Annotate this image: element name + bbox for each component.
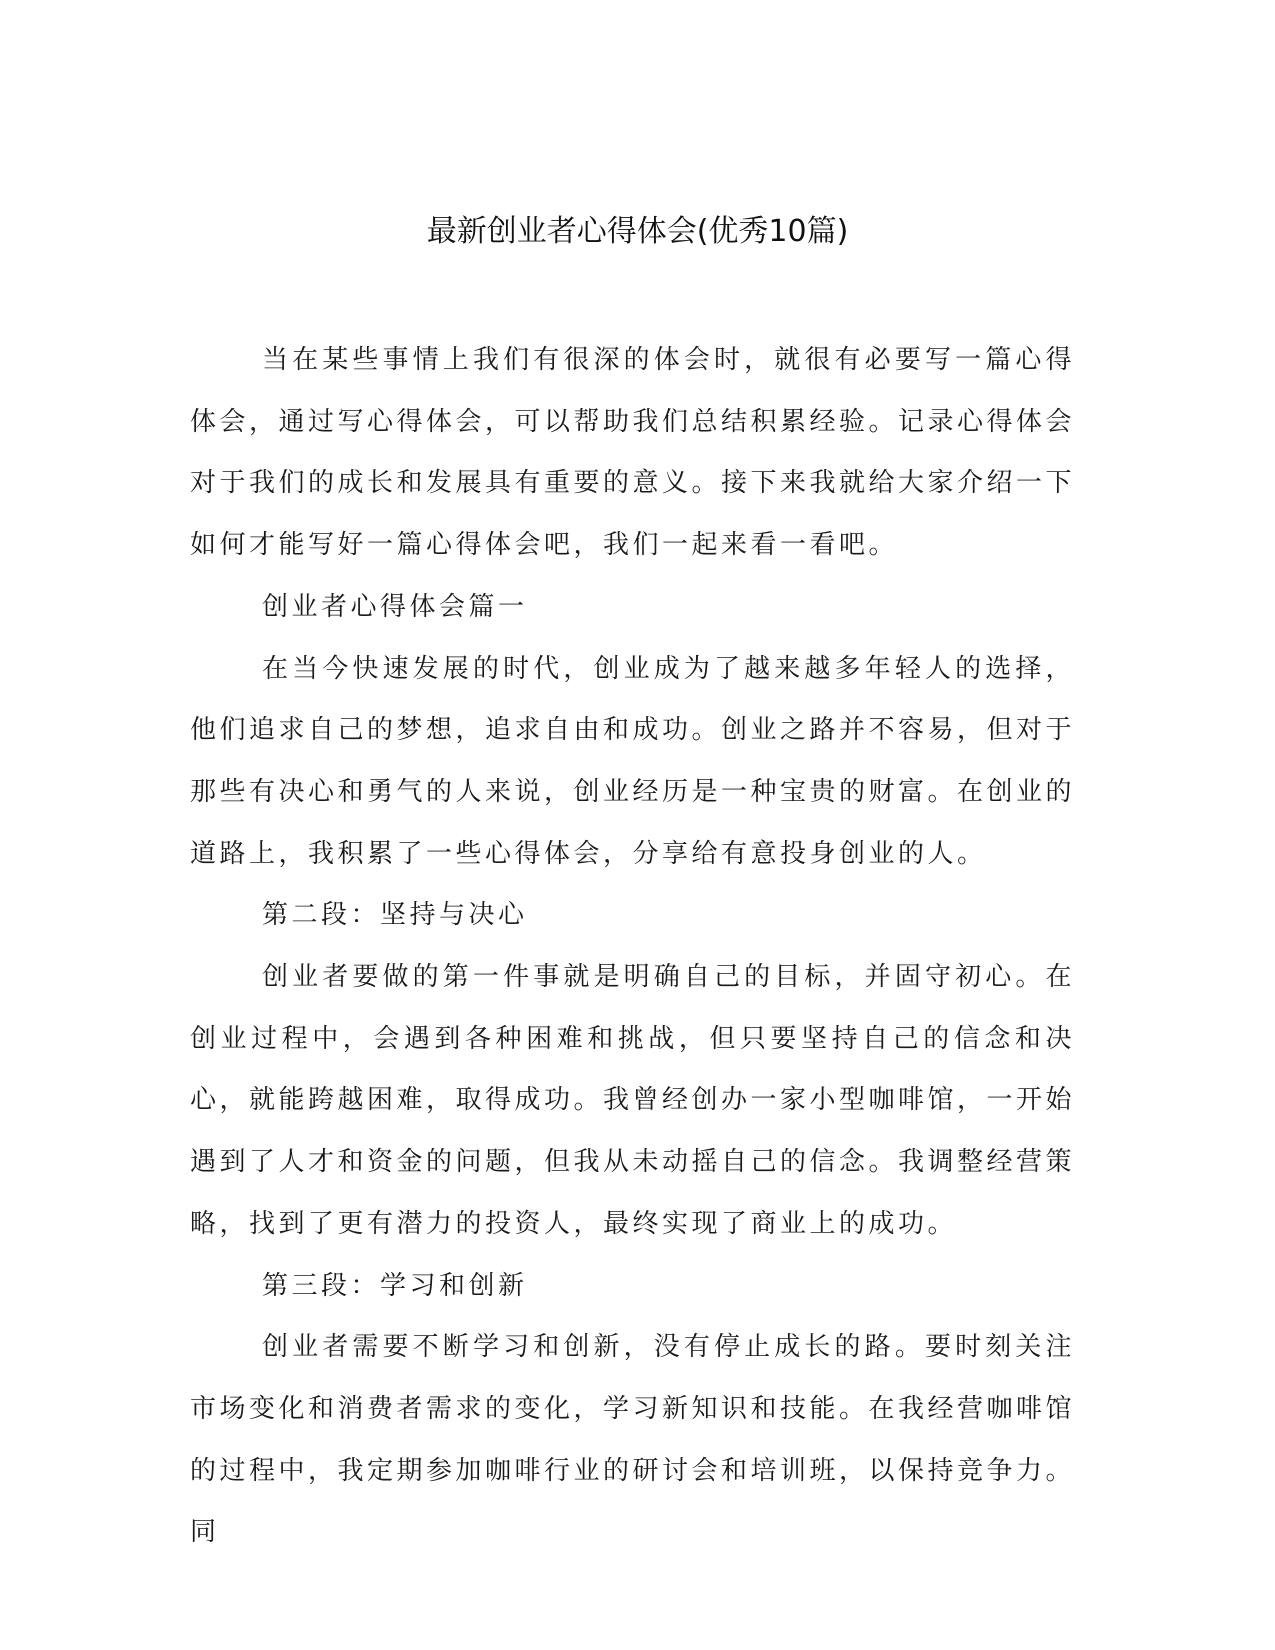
section-heading-part-one: 创业者心得体会篇一 [262, 591, 528, 622]
intro-paragraph: 当在某些事情上我们有很深的体会时，就很有必要写一篇心得体会，通过写心得体会，可以帮助我们总结积累经验。记录心得体会对于我们的成长和发展具有重要的意义。接下来我就给大家介绍一下如何才能写好一篇心得体会吧，我们一起来看一看吧。 [190, 345, 1076, 561]
document-title: 最新创业者心得体会(优秀10篇) [426, 214, 849, 249]
paragraph-third: 创业者需要不断学习和创新，没有停止成长的路。要时刻关注市场变化和消费者需求的变化，学习新知识和技能。在我经营咖啡馆的过程中，我定期参加咖啡行业的研讨会和培训班，以保持竞争力。同 [190, 1332, 1076, 1548]
paragraph-part-one: 在当今快速发展的时代，创业成为了越来越多年轻人的选择，他们追求自己的梦想，追求自由和成功。创业之路并不容易，但对于那些有决心和勇气的人来说，创业经历是一种宝贵的财富。在创业的道路上，我积累了一些心得体会，分享给有意投身创业的人。 [190, 653, 1076, 869]
document-body [190, 330, 1075, 1564]
section-heading-third: 第三段：学习和创新 [262, 1270, 528, 1301]
paragraph-second: 创业者要做的第一件事就是明确自己的目标，并固守初心。在创业过程中，会遇到各种困难和挑战，但只要坚持自己的信念和决心，就能跨越困难，取得成功。我曾经创办一家小型咖啡馆，一开始遇到了人才和资金的问题，但我从未动摇自己的信念。我调整经营策略，找到了更有潜力的投资人，最终实现了商业上的成功。 [190, 962, 1076, 1239]
section-heading-second: 第二段：坚持与决心 [262, 900, 528, 931]
